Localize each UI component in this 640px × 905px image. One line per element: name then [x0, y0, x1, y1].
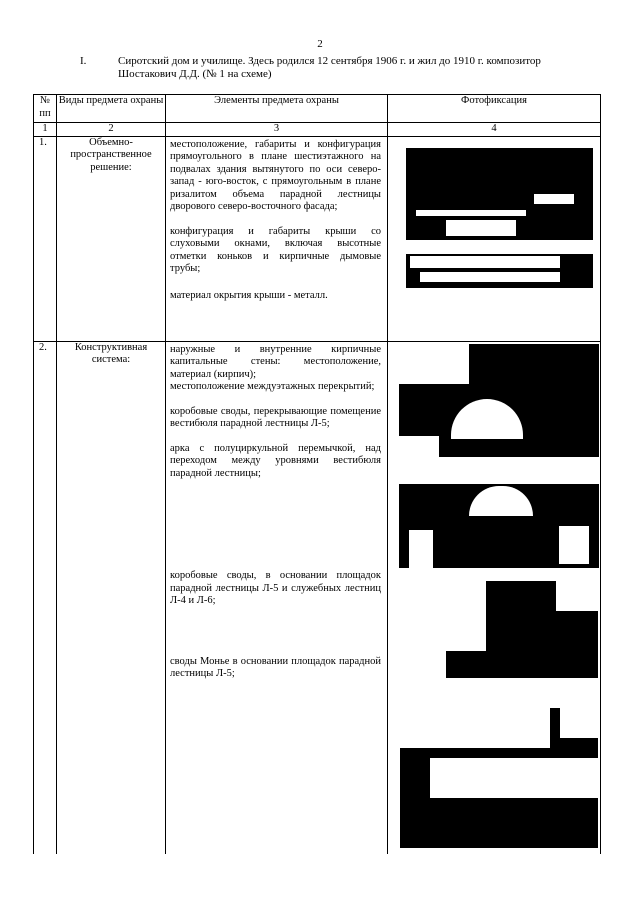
monier-vaults-photo [400, 708, 598, 848]
row-elements [166, 341, 388, 854]
element-text: коробовые своды, в основании площадок парадной лестницы Л-5 и служебных лестниц Л-4 и Л-6; [170, 570, 381, 606]
row-number: 2. [34, 341, 57, 854]
vestibule-vaults-photo [399, 344, 599, 457]
section-title: Сиротский дом и училище. Здесь родился 12 сентября 1906 г. и жил до 1910 г. композитор Шостакович Д.Д. (№ 1 на схеме) [118, 55, 541, 80]
page-number: 2 [317, 38, 323, 50]
landing-vaults-photo [446, 581, 598, 678]
table-row [34, 341, 601, 854]
table-row [34, 136, 601, 341]
element-text: местоположение междуэтажных перекрытий; [170, 381, 375, 392]
element-text: конфигурация и габариты крыши со слуховыми окнами, включая высотные отметки коньков и кирпичные дымовые трубы; [170, 225, 381, 274]
row-photos [388, 341, 601, 854]
section-number: I. [80, 55, 87, 67]
table-header-row [34, 95, 601, 123]
protection-table [33, 94, 601, 854]
element-text: материал окрытия крыши - металл. [170, 289, 328, 301]
row-number: 1. [34, 136, 57, 341]
column-number: 4 [388, 123, 601, 137]
row-kind: Объемно-пространственное решение: [57, 136, 166, 341]
column-number: 2 [57, 123, 166, 137]
header-elements: Элементы предмета охраны [166, 95, 388, 123]
column-number: 3 [166, 123, 388, 137]
element-text: коробовые своды, перекрывающие помещение вестибюля парадной лестницы Л-5; [170, 405, 381, 429]
header-number: № пп [34, 95, 57, 123]
row-kind: Конструктивная система: [57, 341, 166, 854]
element-text: своды Монье в основании площадок парадной лестницы Л-5; [170, 655, 381, 679]
row-photos [388, 136, 601, 341]
row-elements [166, 136, 388, 341]
element-text: наружные и внутренние кирпичные капитальные стены: местоположение, материал (кирпич); [170, 343, 381, 380]
column-number-row [34, 123, 601, 137]
column-number: 1 [34, 123, 57, 137]
header-kind: Виды предмета охраны [57, 95, 166, 123]
building-facade-photo [406, 148, 593, 320]
stair-arch-photo [399, 470, 599, 568]
header-photos: Фотофиксация [388, 95, 601, 123]
element-text: арка с полуциркульной перемычкой, над переходом между уровнями вестибюля парадной лестницы; [170, 442, 381, 479]
element-text: местоположение, габариты и конфигурация прямоугольного в плане шестиэтажного на подвалах здания вытянутого по оси северо-запад - юго-восток, с прямоугольным в плане ризалитом объема парадной лестницы дворового северо-восточного фасада; [170, 138, 381, 212]
